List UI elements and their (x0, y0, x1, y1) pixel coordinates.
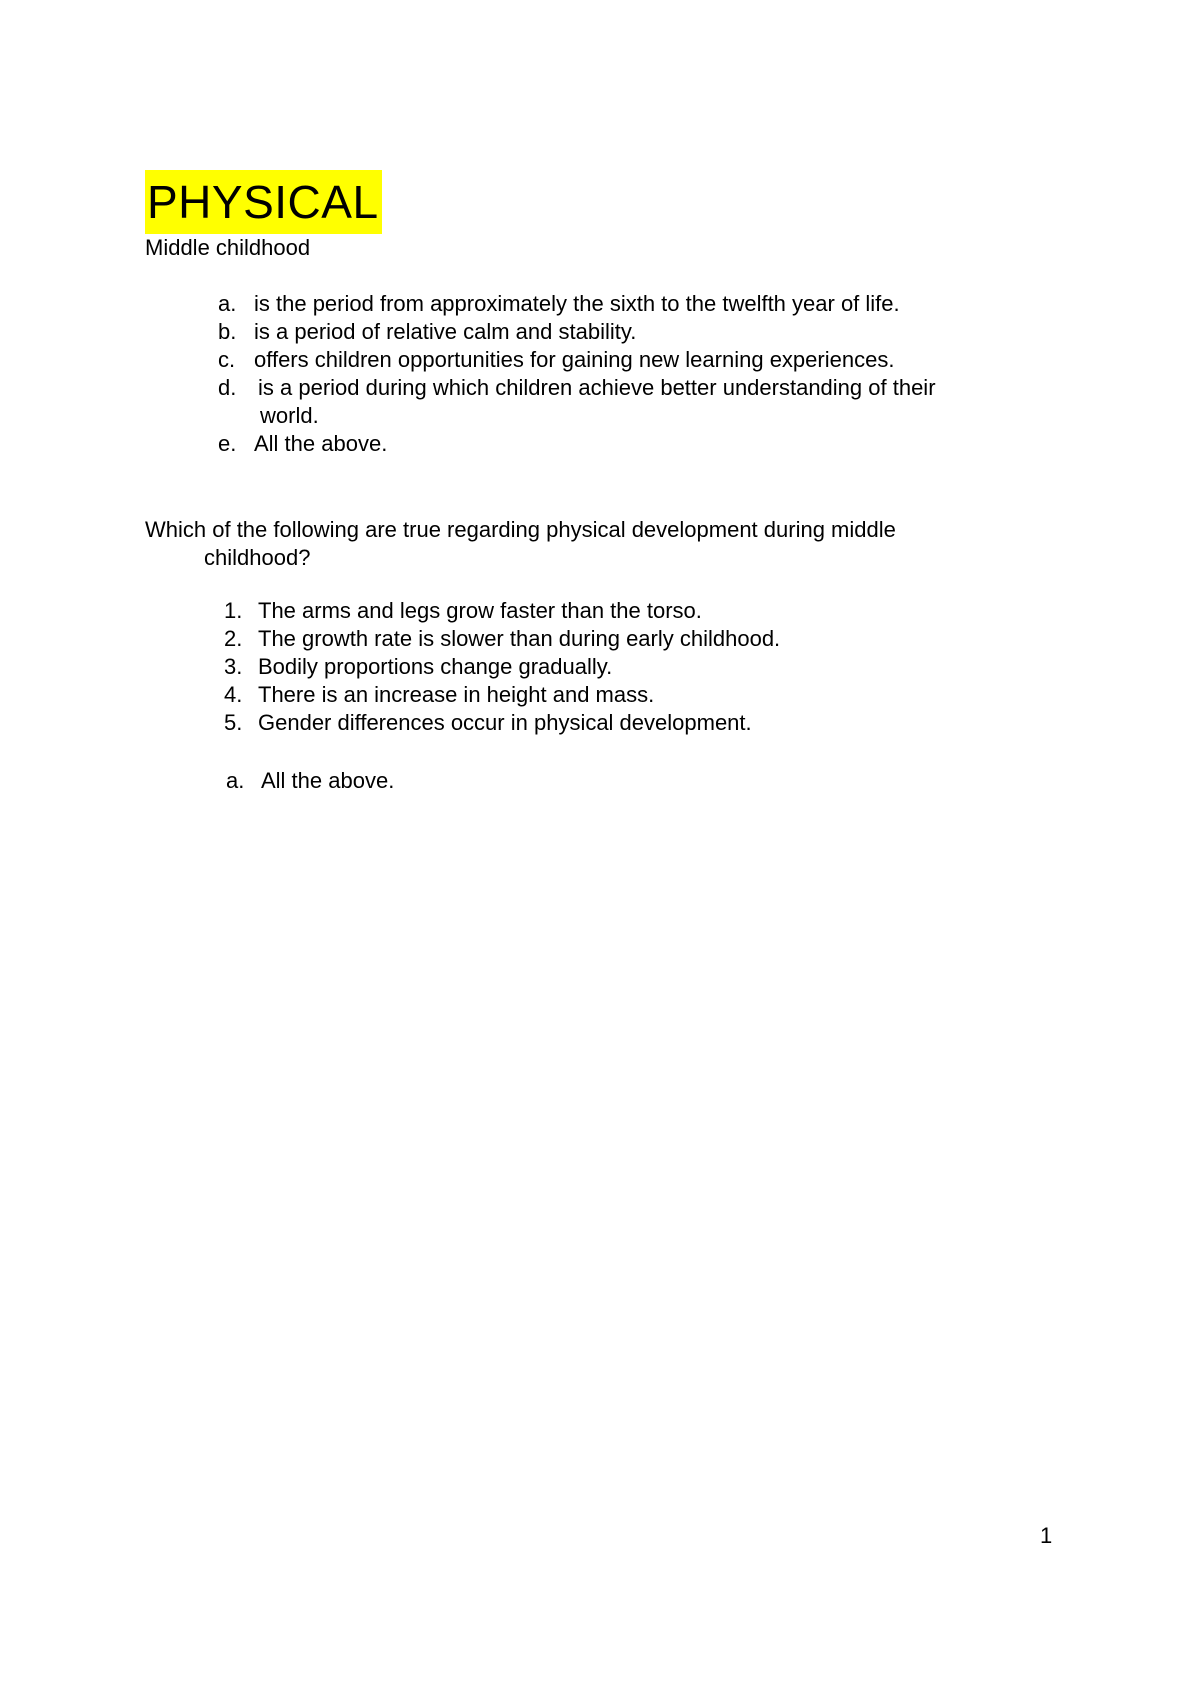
question-1-stem: Middle childhood (145, 235, 311, 260)
statement-marker: 4. (224, 682, 243, 707)
option-text-line-1: is a period during which children achieve better understanding of their (258, 375, 936, 400)
statement-text: Gender differences occur in physical development. (258, 710, 752, 735)
option-text: is a period of relative calm and stability. (254, 319, 637, 344)
statement-marker: 2. (224, 626, 243, 651)
option-marker: d. (218, 375, 237, 400)
question-2-stem-line-1: Which of the following are true regarding physical development during middle (145, 517, 896, 542)
option-text: is the period from approximately the sixth to the twelfth year of life. (254, 291, 900, 316)
statement-5 (0, 709, 1200, 737)
statement-marker: 1. (224, 598, 243, 623)
option-b (0, 318, 1200, 346)
statement-1 (0, 597, 1200, 625)
question-1-options (0, 290, 1200, 458)
section-heading-wrapper (145, 170, 382, 234)
option-c (0, 346, 1200, 374)
statement-4 (0, 681, 1200, 709)
question-2-stem-line-2: childhood? (204, 545, 311, 570)
option-e (0, 430, 1200, 458)
option-d (0, 374, 1200, 430)
option-text (258, 374, 1018, 430)
option-text: All the above. (254, 431, 388, 456)
option-text-line-2: world. (260, 403, 319, 428)
statement-text: There is an increase in height and mass. (258, 682, 655, 707)
statement-text: The growth rate is slower than during early childhood. (258, 626, 781, 651)
option-text: offers children opportunities for gaining new learning experiences. (254, 347, 895, 372)
option-a (0, 290, 1200, 318)
answer-text: All the above. (261, 768, 395, 793)
statement-2 (0, 625, 1200, 653)
section-heading: PHYSICAL (145, 170, 382, 234)
page-number: 1 (1040, 1523, 1053, 1548)
statement-text: The arms and legs grow faster than the torso. (258, 598, 702, 623)
statement-text: Bodily proportions change gradually. (258, 654, 613, 679)
option-marker: a. (218, 291, 237, 316)
option-marker: e. (218, 431, 237, 456)
question-2-statements (0, 597, 1200, 737)
answer-marker: a. (226, 768, 245, 793)
option-marker: b. (218, 319, 237, 344)
statement-marker: 3. (224, 654, 243, 679)
statement-3 (0, 653, 1200, 681)
question-2-stem (145, 516, 1025, 572)
statement-marker: 5. (224, 710, 243, 735)
option-marker: c. (218, 347, 236, 372)
